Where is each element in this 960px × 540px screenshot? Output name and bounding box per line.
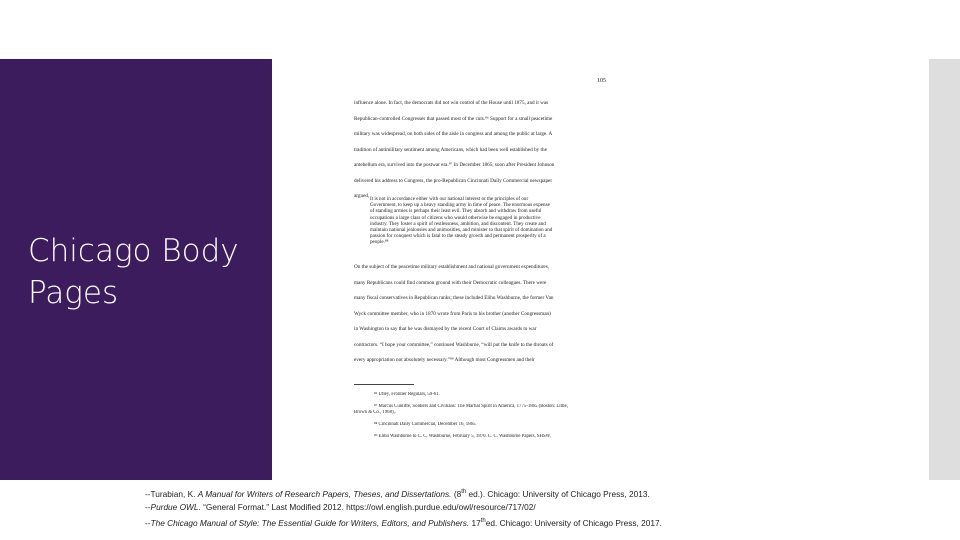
citation-edition-suffix: th [461,489,467,495]
citations [145,486,925,530]
citation-prefix: --Turabian, K. [145,488,198,499]
quote-line: It is not in accordance either with our national interest or the principles of our [370,196,529,202]
body-line: delivered his address to Congress, the pro-Republican Cincinnati Daily Commercial newspaper [354,177,553,184]
body-line: tradition of antimilitary sentiment among Americans, which had been well established by the [354,146,547,153]
citation-purdue-owl [145,501,925,515]
body-line: Wyck committee member, who in 1870 wrote from Paris to his brother (another Congressman) [354,310,551,317]
citation-publisher: ed.). Chicago: University of Chicago Press, 2013. [466,488,650,499]
slide-title-line-1: Chicago Body [28,233,239,269]
quote-line: maintain national jealousies and animosities, and minister to that spirit of domination and [370,227,553,234]
block-quote [370,196,602,246]
body-line: in Washington to say that he was dismayed by the recent Court of Claims awards to war [354,326,537,332]
citation-prefix: -- [145,517,151,528]
body-line: many Republicans could find common ground with their Democratic colleagues. There were [354,279,547,286]
body-line: every appropriation not absolutely necessary.”⁸⁹ Although most Congressmen and their [354,357,535,363]
slide-title [28,230,268,314]
citation-publisher: ed. Chicago: University of Chicago Press, 2017. [485,517,662,528]
footnote-line: ⁸⁶ Utley, Frontier Regulars, 59-61. [374,392,440,397]
body-line: On the subject of the peacetime military establishment and national government expenditures, [354,264,550,270]
quote-line: of standing armies is perhaps their least evil. They absorb and withdraw from useful [370,208,542,215]
body-line: influence alone. In fact, the democrats did not win control of the House until 1875, and it was [354,100,549,106]
page-number: 105 [597,78,606,84]
body-line: antebellum era, survived into the postwar era.⁸⁷ In December 1865, soon after President Johnson [354,162,555,168]
sample-page-image [344,68,612,458]
footnote-line: Brown & Co., 1968),. [354,410,396,415]
body-line: contractors. “I hope your committee,” continued Washburne, “will put the knife to the throats of [354,341,554,348]
citation-prefix: -- [145,502,151,513]
footnote-line: ⁸⁸ Cincinnati Daily Commercial, December 16, 1865. [374,422,477,427]
footnotes [354,386,604,440]
quote-line: Government, to keep up a heavy standing army in time of peace. The enormous expense [370,202,550,209]
scrollbar[interactable] [929,59,960,480]
citation-edition: 17 [469,517,481,528]
body-text [354,96,604,205]
body-text-continued [354,260,604,369]
citation-turabian [145,486,925,501]
body-line: many fiscal conservatives in Republican ranks; these included Elihu Washburne, the former Van [354,295,554,301]
footnote-divider [354,384,414,385]
citation-edition-suffix: th [480,517,486,524]
quote-line: passion for conquest which is fatal to the steady growth and permanent prosperity of a [370,233,546,240]
footnote-line: ⁸⁷ Marcus Cunliffe, Soldiers and Civilians: The Martial Spirit in America, 1775-1865 (Boston: Little, [374,404,568,409]
body-line: Republican-controlled Congresses that passed most of the cuts.⁸⁶ Support for a small peacetime [354,115,553,122]
body-line: military was widespread, on both sides of the aisle in congress and among the public at large. A [354,131,553,137]
slide-title-line-2: Pages [28,275,119,311]
footnote-line: ⁸⁹ Elihu Washburne to C. C. Washburne, February 5, 1870. C. C. Washburne Papers, SHSW. [374,434,551,439]
citation-title: The Chicago Manual of Style: The Essential Guide for Writers, Editors, and Publishers. [150,517,470,528]
quote-line: industry. They foster a spirit of restlessness, ambition, and discontent. They create and [370,220,546,227]
citation-edition: (8 [453,488,462,499]
citation-details: . “General Format.” Last Modified 2012. https://owl.english.purdue.edu/owl/resource/717/02/ [198,502,536,513]
quote-line: people.⁸⁸ [370,239,389,246]
citation-chicago-manual [145,515,925,530]
body-line: argued, [354,193,370,199]
citation-title: Purdue OWL [150,502,199,513]
quote-line: occupations a large class of citizens who would otherwise be engaged in productive [370,214,541,221]
citation-title: A Manual for Writers of Research Papers, Theses, and Dissertations. [197,488,452,499]
